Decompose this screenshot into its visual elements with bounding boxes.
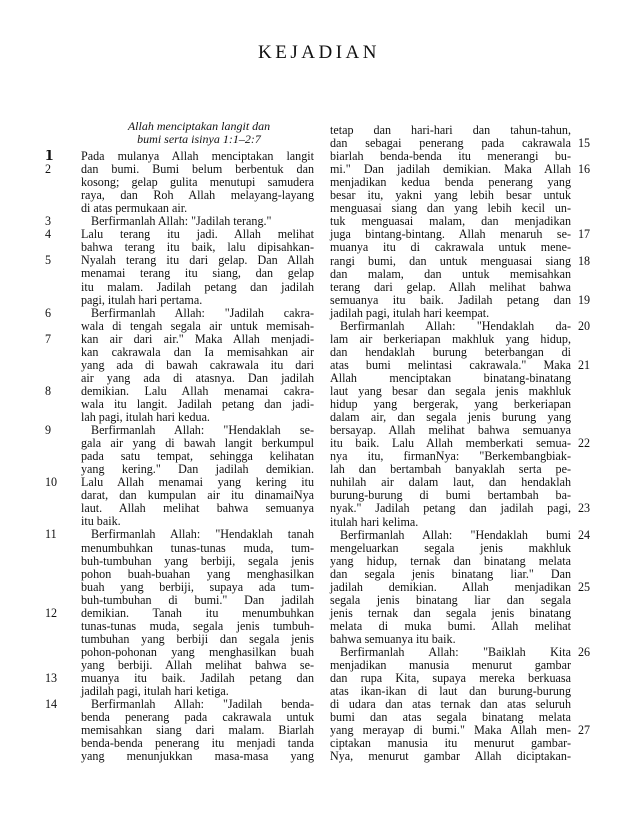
verse-text: jadilah demikian. Allah menjadikan xyxy=(330,580,571,594)
text-line xyxy=(0,724,638,737)
verse-text: burung-burung di bumi bertambah ba- xyxy=(330,489,571,503)
verse-text: itu baik. Lalu Allah memberkati semua- xyxy=(330,437,571,451)
text-line xyxy=(0,398,638,411)
verse-number: 7 xyxy=(45,332,52,346)
verse-number: 2 xyxy=(45,163,52,177)
verse-text: demikian. Lalu Allah menamai cakra- xyxy=(81,384,314,398)
text-line xyxy=(0,607,638,620)
text-line xyxy=(0,685,638,698)
verse-text: tunas-tunas muda, segala jenis tumbuh- xyxy=(81,619,314,633)
verse-number: 23 xyxy=(578,502,591,516)
verse-text: Allah menciptakan binatang-binatang xyxy=(330,371,571,385)
text-line xyxy=(0,163,638,176)
text-line xyxy=(0,281,638,294)
verse-text: menguasai siang dan yang lebih kecil un- xyxy=(330,202,571,216)
section-heading-line-1: Allah menciptakan langit dan xyxy=(127,119,271,133)
verse-text: muanya itu di cakrawala untuk mene- xyxy=(330,241,571,255)
verse-text: lam air berkeriapan makhluk yang hidup, xyxy=(330,332,571,346)
verse-text: darat, dan kumpulan air itu dinamaiNya xyxy=(81,489,314,503)
verse-text: pohon-pohonan yang menghasilkan buah xyxy=(81,645,314,659)
verse-number: 8 xyxy=(45,384,52,398)
text-line xyxy=(0,646,638,659)
text-line xyxy=(0,359,638,372)
text-line xyxy=(0,137,638,150)
verse-number: 27 xyxy=(578,724,591,738)
verse-text: yang kering." Dan jadilah demikian. xyxy=(81,463,314,477)
verse-text: melata di muka bumi. Allah melihat xyxy=(330,619,571,633)
verse-text: jenis ternak dan segala jenis binatang xyxy=(330,606,571,620)
verse-text: dan hendaklah burung beterbangan di xyxy=(330,345,571,359)
verse-number: 12 xyxy=(45,606,58,620)
verse-number: 17 xyxy=(578,228,591,242)
verse-text: dan segala jenis binatang liar." Dan xyxy=(330,567,571,581)
verse-text: Berfirmanlah Allah: "Jadilah terang." xyxy=(91,215,272,229)
verse-text: Berfirmanlah Allah: "Hendaklah se- xyxy=(91,424,314,438)
verse-number: 20 xyxy=(578,319,591,333)
text-line xyxy=(0,476,638,489)
verse-text: Berfirmanlah Allah: "Hendaklah da- xyxy=(340,319,571,333)
text-line xyxy=(0,437,638,450)
verse-number: 24 xyxy=(578,528,591,542)
verse-text: menumbuhkan tunas-tunas muda, tum- xyxy=(81,541,314,555)
text-line xyxy=(0,385,638,398)
text-line xyxy=(0,529,638,542)
verse-text: buh-tumbuhan di bumi." Dan jadilah xyxy=(81,593,314,607)
verse-text: buh-tumbuhan yang berbiji, segala jenis xyxy=(81,554,314,568)
text-line xyxy=(0,502,638,515)
text-line xyxy=(0,516,638,529)
verse-text: semuanya itu baik. Jadilah petang dan xyxy=(330,293,571,307)
verse-text: Lalu terang itu jadi. Allah melihat xyxy=(81,228,314,242)
verse-text: Berfirmanlah Allah: "Jadilah cakra- xyxy=(91,306,314,320)
verse-text: memisahkan siang dari malam. Biarlah xyxy=(81,724,314,738)
text-line xyxy=(0,228,638,241)
text-line xyxy=(0,633,638,646)
verse-text: itu baik. xyxy=(81,515,121,529)
text-line xyxy=(0,594,638,607)
text-line xyxy=(0,698,638,711)
verse-text: kosong; gelap gulita menutupi samudera xyxy=(81,176,314,190)
text-line xyxy=(0,189,638,202)
verse-text: ciptakan manusia itu menurut gambar- xyxy=(330,737,571,751)
verse-text: yang merayap di bumi." Maka Allah men- xyxy=(330,724,571,738)
verse-text: Nya, menurut gambar Allah diciptakan- xyxy=(330,750,571,764)
verse-text: yang ada di bawah cakrawala itu dari xyxy=(81,358,314,372)
verse-text: Pada mulanya Allah menciptakan langit xyxy=(81,150,314,163)
text-line xyxy=(0,372,638,385)
verse-text: biarlah benda-benda itu menerangi bu- xyxy=(330,150,571,164)
verse-text: dan malam, dan untuk memisahkan xyxy=(330,267,571,281)
verse-number: 9 xyxy=(45,424,52,438)
verse-text: pada satu tempat, sehingga kelihatan xyxy=(81,450,314,464)
verse-text: jadilah pagi, itulah hari keempat. xyxy=(330,306,490,320)
verse-number: 21 xyxy=(578,358,591,372)
verse-text: bumi dan atas segala binatang melata xyxy=(330,711,571,725)
verse-text: benda penerang pada cakrawala untuk xyxy=(81,711,314,725)
verse-text: Berfirmanlah Allah: "Jadilah benda- xyxy=(91,698,314,712)
verse-text: menamai terang itu siang, dan gelap xyxy=(81,267,314,281)
verse-number: 19 xyxy=(578,293,591,307)
verse-text: wala itu langit. Jadilah petang dan jadi- xyxy=(81,397,314,411)
text-line xyxy=(0,750,638,763)
verse-text: mi." Dan jadilah demikian. Maka Allah xyxy=(330,163,571,177)
verse-text: atas bumi melintasi cakrawala." Maka xyxy=(330,358,571,372)
verse-text: kan cakrawala dan Ia memisahkan air xyxy=(81,345,314,359)
verse-number: 10 xyxy=(45,476,58,490)
verse-text: dan rupa Kita, supaya mereka berkuasa xyxy=(330,672,571,686)
verse-number: 11 xyxy=(45,528,57,542)
text-line xyxy=(0,294,638,307)
verse-text: nya itu, firmanNya: "Berkembangbiak- xyxy=(330,450,571,464)
verse-text: lah dan bertambah banyaklah serta pe- xyxy=(330,463,571,477)
text-line xyxy=(0,320,638,333)
verse-text: muanya itu baik. Jadilah petang dan xyxy=(81,672,314,685)
text-line xyxy=(0,424,638,437)
text-line xyxy=(0,450,638,463)
verse-text: pohon buah-buahan yang menghasilkan xyxy=(81,567,314,581)
verse-text: bersayap. Allah melihat bahwa semuanya xyxy=(330,424,571,438)
verse-text: rangi bumi, dan untuk menguasai siang xyxy=(330,254,571,268)
verse-text: mengeluarkan segala jenis makhluk xyxy=(330,541,571,555)
verse-text: dan sebagai penerang pada cakrawala xyxy=(330,137,571,151)
verse-number: 15 xyxy=(578,137,591,151)
chapter-number: 1 xyxy=(45,150,54,163)
text-line xyxy=(0,463,638,476)
verse-number: 26 xyxy=(578,646,591,659)
verse-text: laut yang besar dan segala jenis makhluk xyxy=(330,385,571,398)
text-line xyxy=(0,737,638,750)
verse-text: yang berbiji. Allah melihat bahwa se- xyxy=(81,658,314,672)
verse-text: besar itu, yakni yang lebih besar untuk xyxy=(330,189,571,203)
text-line xyxy=(0,307,638,320)
verse-text: hidup yang bergerak, yang berkeriapan xyxy=(330,398,571,412)
verse-number: 22 xyxy=(578,437,591,451)
text-line xyxy=(0,176,638,189)
verse-text: Berfirmanlah Allah: "Hendaklah tanah xyxy=(91,528,314,542)
verse-text: Berfirmanlah Allah: "Baiklah Kita xyxy=(340,646,571,659)
verse-text: gala air yang di bawah langit berkumpul xyxy=(81,437,314,451)
verse-number: 16 xyxy=(578,163,591,177)
verse-text: tuk menguasai malam, dan menjadikan xyxy=(330,215,571,229)
text-line xyxy=(0,620,638,633)
verse-number: 5 xyxy=(45,254,52,268)
verse-text: juga bintang-bintang. Allah menaruh se- xyxy=(330,228,571,242)
verse-text: di atas permukaan air. xyxy=(81,202,188,216)
text-line xyxy=(0,659,638,672)
text-line xyxy=(0,150,638,163)
text-line xyxy=(0,489,638,502)
verse-text: Nyalah terang itu dari gelap. Dan Allah xyxy=(81,254,314,268)
verse-text: air yang ada di atasnya. Dan jadilah xyxy=(81,371,314,385)
verse-text: kan air dari air." Maka Allah menjadi- xyxy=(81,332,314,346)
book-title: KEJADIAN xyxy=(258,42,380,63)
verse-text: bahwa semuanya itu baik. xyxy=(330,632,456,646)
text-line xyxy=(0,124,638,137)
text-line xyxy=(0,711,638,724)
verse-text: nyak." Jadilah petang dan jadilah pagi, xyxy=(330,502,571,516)
text-line xyxy=(0,215,638,228)
verse-text: laut. Allah melihat bahwa semuanya xyxy=(81,502,314,516)
text-line xyxy=(0,411,638,424)
text-line xyxy=(0,241,638,254)
text-line xyxy=(0,333,638,346)
verse-number: 4 xyxy=(45,228,52,242)
verse-text: atas ikan-ikan di laut dan burung-burung xyxy=(330,685,571,699)
verse-text: Berfirmanlah Allah: "Hendaklah bumi xyxy=(340,528,571,542)
verse-number: 3 xyxy=(45,215,52,229)
verse-text: dan bumi. Bumi belum berbentuk dan xyxy=(81,163,314,177)
verse-text: menjadikan kedua benda penerang yang xyxy=(330,176,571,190)
verse-text: demikian. Tanah itu menumbuhkan xyxy=(81,606,314,620)
text-line xyxy=(0,346,638,359)
text-line xyxy=(0,255,638,268)
verse-text: yang hidup, ternak dan binatang melata xyxy=(330,554,571,568)
verse-text: segala jenis binatang liar dan segala xyxy=(330,593,571,607)
verse-text: raya, dan Roh Allah melayang-layang xyxy=(81,189,314,203)
section-heading-line-2: bumi serta isinya 1:1–2:7 xyxy=(137,132,261,146)
verse-number: 6 xyxy=(45,306,52,320)
verse-text: benda-benda penerang itu menjadi tanda xyxy=(81,737,314,751)
verse-text: nuhilah air dalam laut, dan hendaklah xyxy=(330,476,571,490)
verse-number: 18 xyxy=(578,254,591,268)
verse-text: pagi, itulah hari pertama. xyxy=(81,293,203,307)
verse-number: 14 xyxy=(45,698,58,712)
verse-text: yang menunjukkan masa-masa yang xyxy=(81,750,314,764)
text-line xyxy=(0,555,638,568)
verse-text: itulah hari kelima. xyxy=(330,515,419,529)
verse-text: lah pagi, itulah hari kedua. xyxy=(81,411,210,424)
verse-text: dalam air, dan segala jenis burung yang xyxy=(330,411,571,425)
verse-number: 13 xyxy=(45,672,58,685)
text-line xyxy=(0,268,638,281)
verse-number: 25 xyxy=(578,580,591,594)
verse-text: wala di tengah segala air untuk memisah- xyxy=(81,319,314,333)
verse-text: terang dari gelap. Allah melihat bahwa xyxy=(330,280,571,294)
verse-text: buah yang berbiji, supaya ada tum- xyxy=(81,580,314,594)
text-line xyxy=(0,202,638,215)
verse-text: di udara dan atas ternak dan atas seluruh xyxy=(330,698,571,712)
verse-text: menjadikan manusia menurut gambar xyxy=(330,659,571,673)
text-line xyxy=(0,568,638,581)
verse-text: Lalu Allah menamai yang kering itu xyxy=(81,476,314,490)
verse-text: bahwa terang itu baik, lalu dipisahkan- xyxy=(81,241,314,255)
verse-text: tetap dan hari-hari dan tahun-tahun, xyxy=(330,124,571,137)
text-line xyxy=(0,672,638,685)
text-line xyxy=(0,542,638,555)
verse-text: tumbuhan yang berbiji dan segala jenis xyxy=(81,632,314,646)
verse-text: itu malam. Jadilah petang dan jadilah xyxy=(81,280,314,294)
verse-text: jadilah pagi, itulah hari ketiga. xyxy=(81,685,229,699)
text-line xyxy=(0,581,638,594)
